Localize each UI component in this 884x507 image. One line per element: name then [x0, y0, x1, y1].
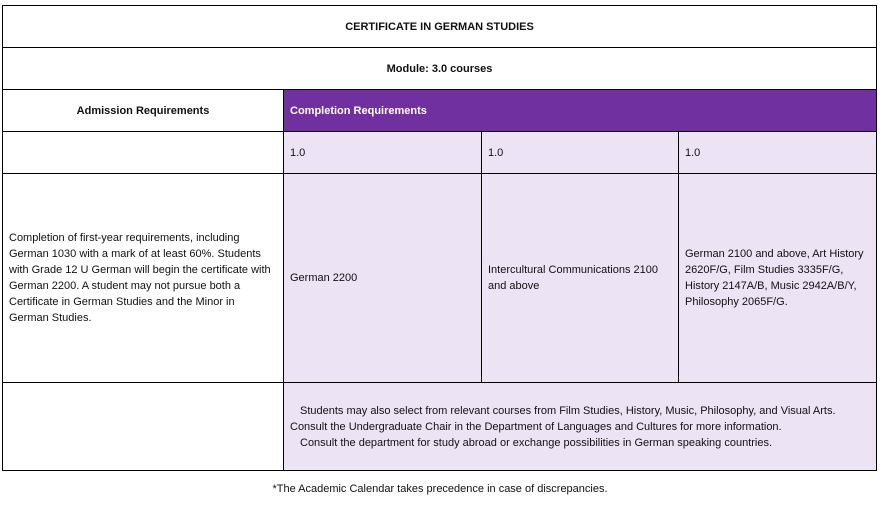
admission-requirements-text: Completion of first-year requirements, including German 1030 with a mark of at least 60%. Students with Grade 12 U German will begin the certificate with German 2200. A student may not pursue both a Certificate in German Studies and the Minor in German Studies.	[3, 174, 284, 383]
note-2: Consult the department for study abroad or exchange possibilities in German speaking countries.	[300, 436, 773, 449]
module-label: Module: 3.0 courses	[3, 48, 877, 90]
completion-notes	[284, 383, 877, 471]
credit-cell-3: 1.0	[679, 132, 877, 174]
credit-cell-1: 1.0	[284, 132, 482, 174]
completion-header: Completion Requirements	[284, 90, 877, 132]
note-1: Students may also select from relevant courses from Film Studies, History, Music, Philosophy, and Visual Arts. Consult the Undergraduate Chair in the Department of Languages and Cultures for more information.	[290, 404, 836, 433]
certificate-title: CERTIFICATE IN GERMAN STUDIES	[3, 6, 877, 48]
admission-empty-cell	[3, 132, 284, 174]
credit-cell-2: 1.0	[482, 132, 679, 174]
footnote: *The Academic Calendar takes precedence in case of discrepancies.	[272, 483, 608, 495]
course-cell-1: German 2200	[284, 174, 482, 383]
course-cell-3: German 2100 and above, Art History 2620F/G, Film Studies 3335F/G, History 2147A/B, Music 2942A/B/Y, Philosophy 2065F/G.	[679, 174, 877, 383]
certificate-table	[2, 5, 877, 471]
course-cell-2: Intercultural Communications 2100 and above	[482, 174, 679, 383]
notes-empty-cell	[3, 383, 284, 471]
admission-header: Admission Requirements	[3, 90, 284, 132]
